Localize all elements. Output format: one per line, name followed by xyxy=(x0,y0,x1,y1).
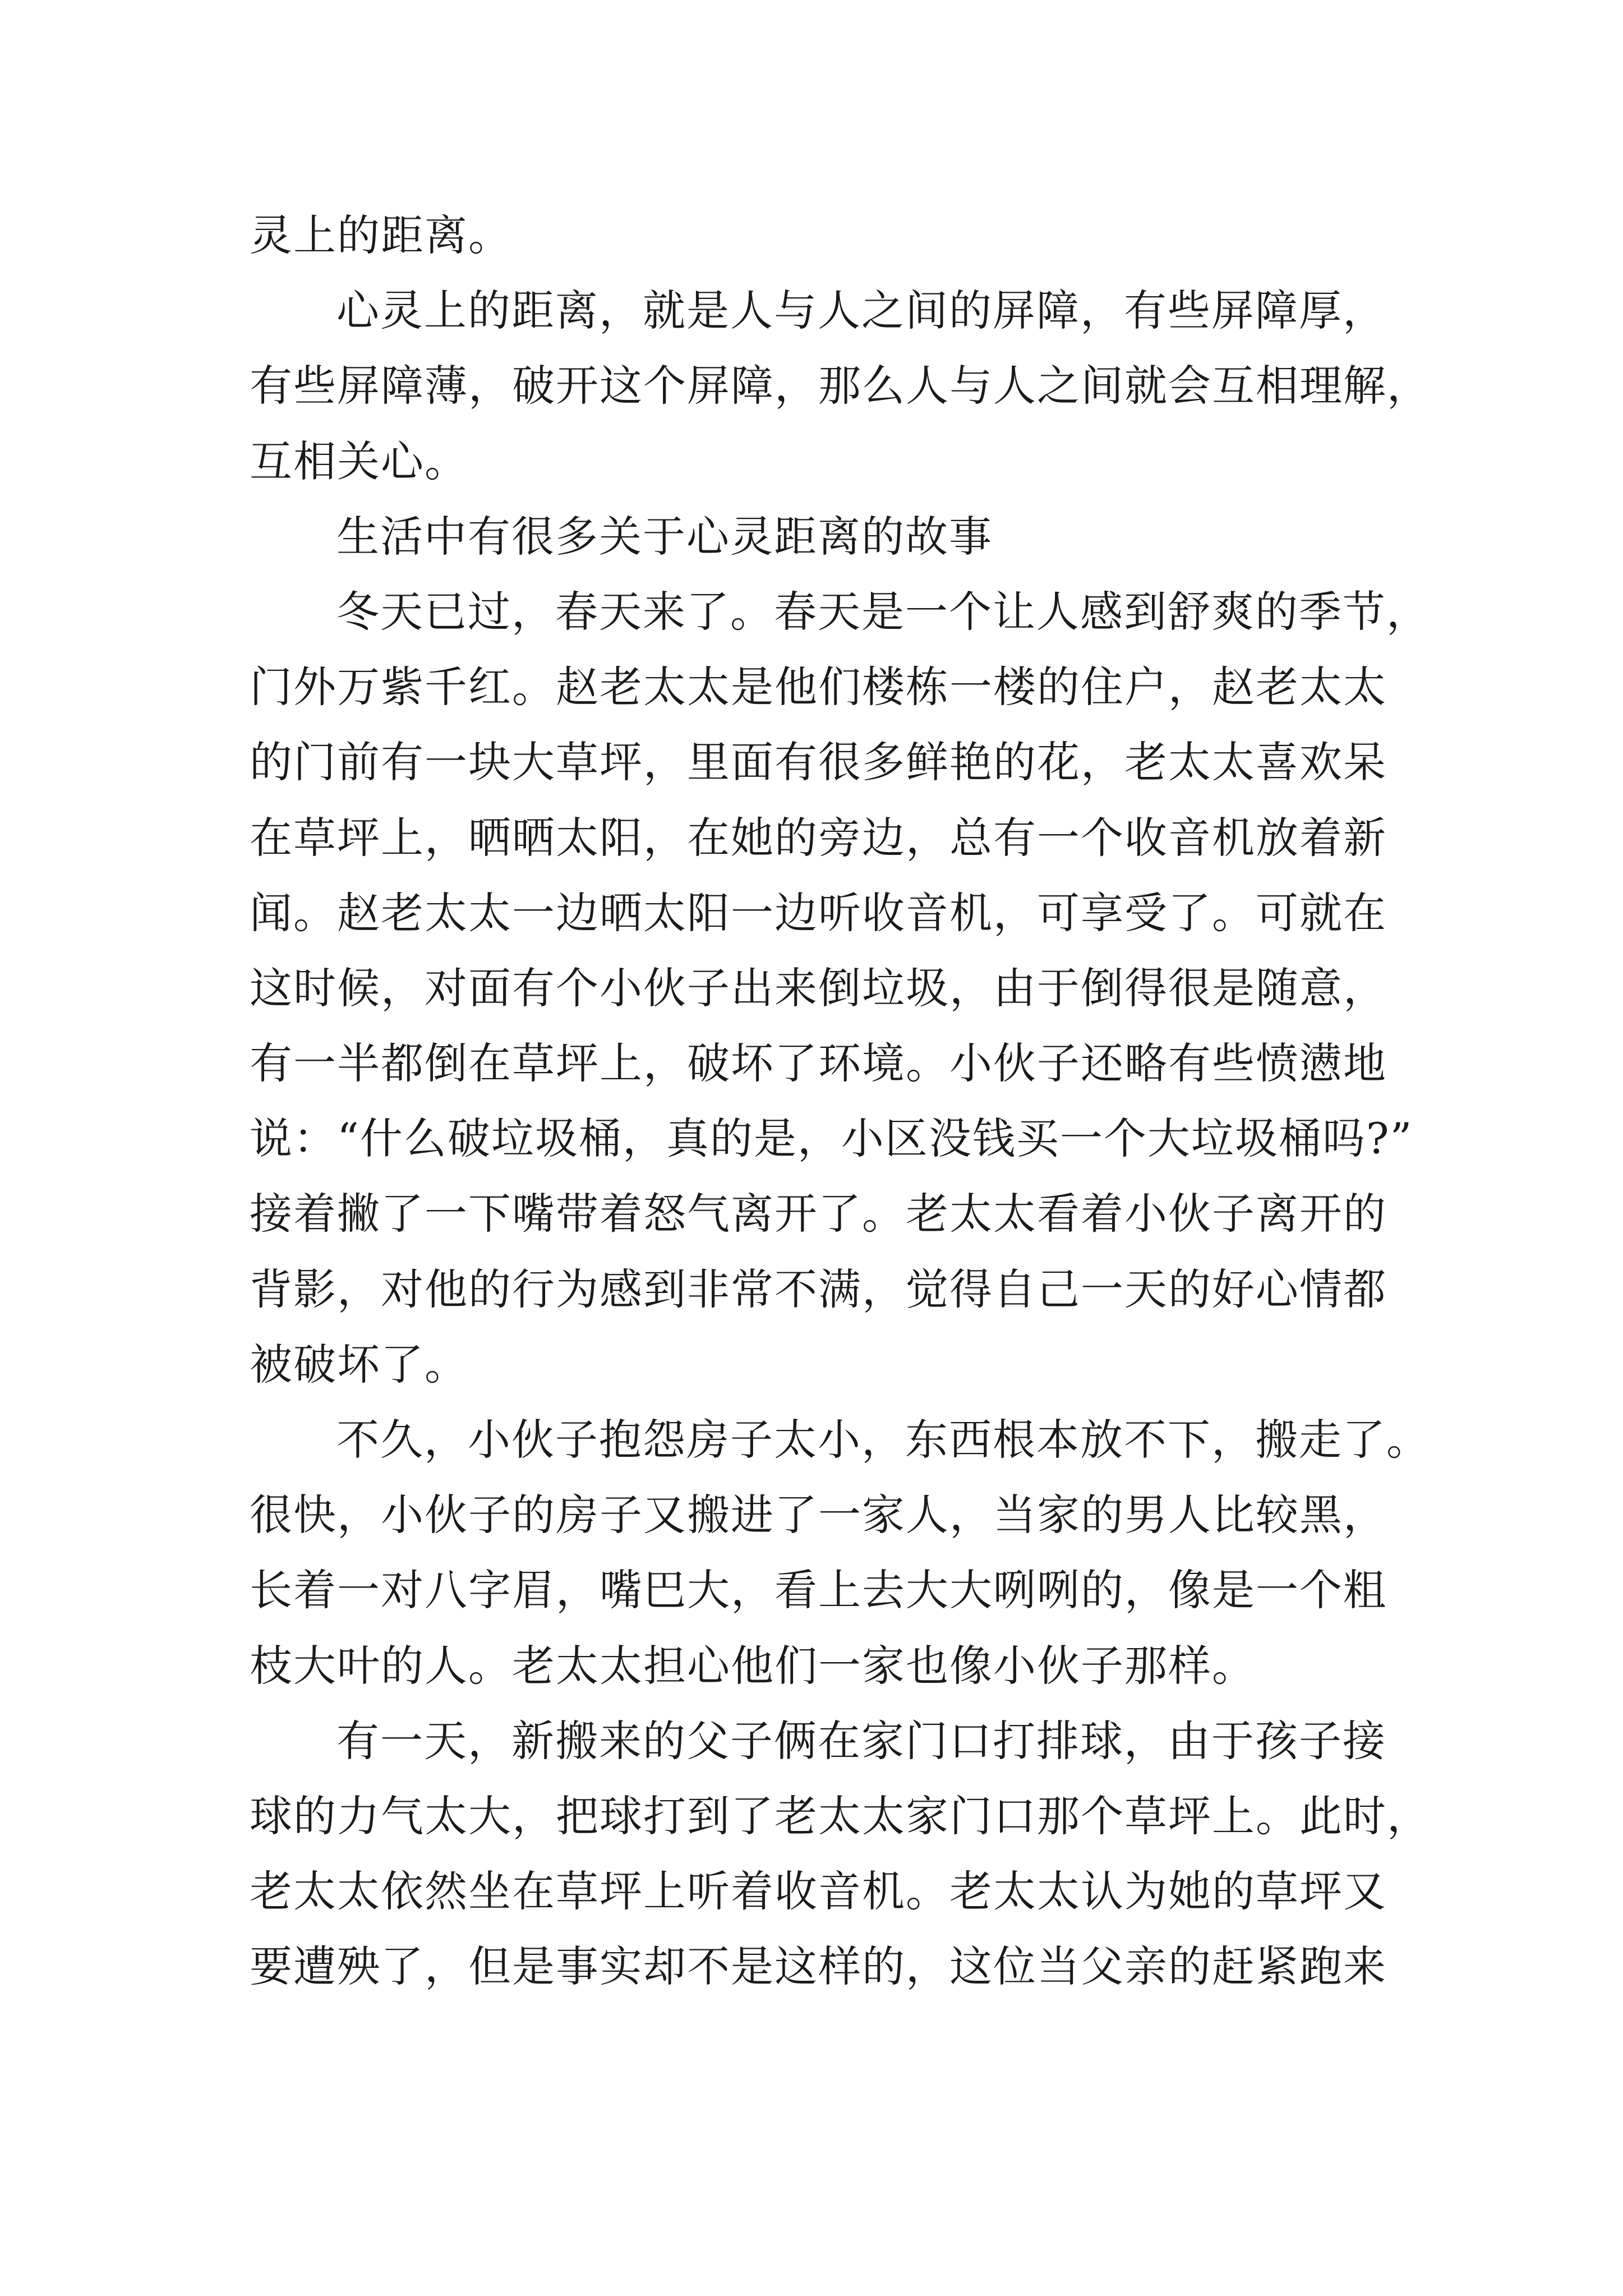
text-line: 生活中有很多关于心灵距离的故事 xyxy=(336,511,993,562)
text-line: 冬天已过，春天来了。春天是一个让人感到舒爽的季节， xyxy=(336,586,1430,637)
text-line: 有些屏障薄，破开这个屏障，那么人与人之间就会互相理解， xyxy=(250,361,1431,411)
text-line: 长着一对八字眉，嘴巴大，看上去大大咧咧的，像是一个粗 xyxy=(250,1565,1387,1616)
text-line: 互相关心。 xyxy=(250,436,468,486)
text-line: 灵上的距离。 xyxy=(250,210,512,260)
text-line: 要遭殃了，但是事实却不是这样的，这位当父亲的赶紧跑来 xyxy=(250,1941,1387,1992)
text-line: 不久，小伙子抱怨房子太小，东西根本放不下，搬走了。 xyxy=(336,1415,1430,1465)
text-line: 枝大叶的人。老太太担心他们一家也像小伙子那样。 xyxy=(250,1640,1256,1691)
text-line: 说：“什么破垃圾桶，真的是，小区没钱买一个大垃圾桶吗?” xyxy=(250,1114,1413,1164)
text-line: 闻。赵老太太一边晒太阳一边听收音机，可享受了。可就在 xyxy=(250,887,1387,938)
text-line: 背影，对他的行为感到非常不满，觉得自己一天的好心情都 xyxy=(250,1264,1387,1314)
text-line: 有一天，新搬来的父子俩在家门口打排球，由于孩子接 xyxy=(336,1715,1386,1766)
text-line: 被破坏了。 xyxy=(250,1339,468,1389)
text-line: 心灵上的距离，就是人与人之间的屏障，有些屏障厚， xyxy=(336,286,1386,336)
text-line: 很快，小伙子的房子又搬进了一家人，当家的男人比较黑， xyxy=(250,1490,1387,1540)
text-line: 球的力气太大，把球打到了老太太家门口那个草坪上。此时， xyxy=(250,1791,1431,1841)
text-line: 在草坪上，晒晒太阳，在她的旁边，总有一个收音机放着新 xyxy=(250,812,1387,863)
text-line: 接着撇了一下嘴带着怒气离开了。老太太看着小伙子离开的 xyxy=(250,1189,1387,1239)
document-text-body xyxy=(250,208,1431,2014)
text-line: 门外万紫千红。赵老太太是他们楼栋一楼的住户，赵老太太 xyxy=(250,662,1387,712)
text-line: 有一半都倒在草坪上，破坏了环境。小伙子还略有些愤懑地 xyxy=(250,1038,1387,1089)
text-line: 老太太依然坐在草坪上听着收音机。老太太认为她的草坪又 xyxy=(250,1866,1387,1917)
text-line: 的门前有一块大草坪，里面有很多鲜艳的花，老太太喜欢呆 xyxy=(250,737,1387,788)
text-line: 这时候，对面有个小伙子出来倒垃圾，由于倒得很是随意， xyxy=(250,963,1387,1013)
